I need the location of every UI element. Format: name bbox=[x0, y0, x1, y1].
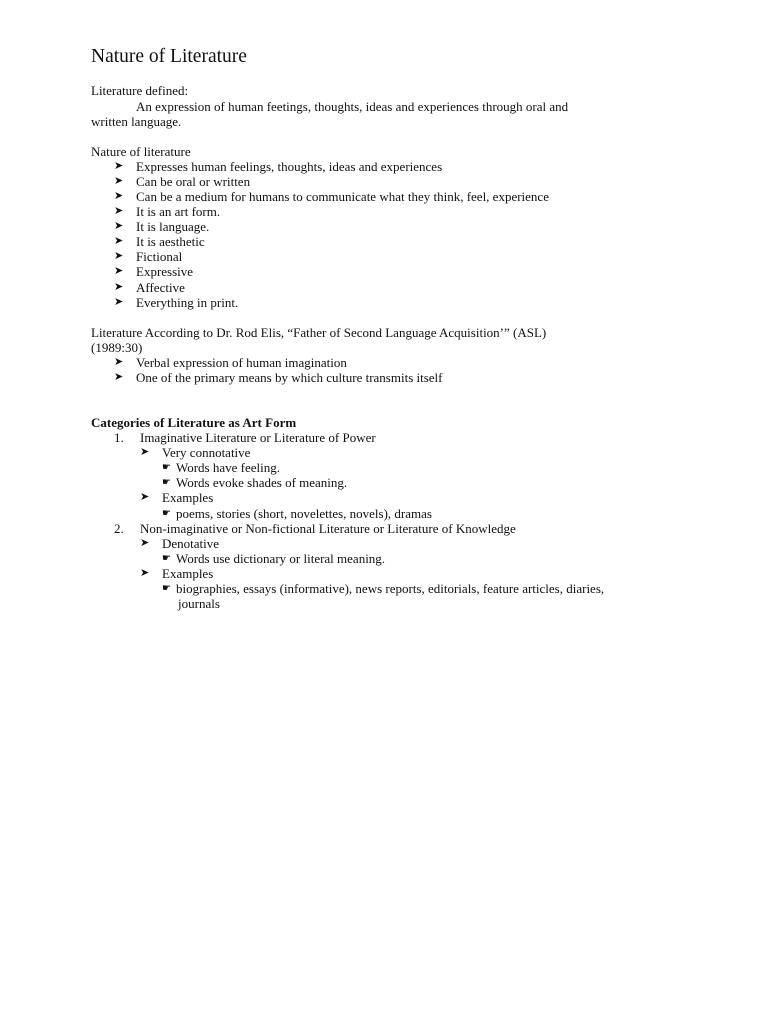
category-point: biographies, essays (informative), news reports, editorials, feature articles, diaries, bbox=[176, 581, 605, 596]
nature-item: Expresses human feelings, thoughts, ideas and experiences bbox=[136, 159, 443, 174]
nature-heading: Nature of literature bbox=[91, 144, 191, 159]
arrow-bullet-icon: ➤ bbox=[114, 175, 124, 187]
category-subitem: Very connotative bbox=[162, 445, 251, 460]
category-title: Non-imaginative or Non-fictional Literature or Literature of Knowledge bbox=[140, 521, 516, 536]
category-point-continuation: journals bbox=[178, 596, 220, 611]
arrow-bullet-icon: ➤ bbox=[114, 356, 124, 368]
category-subitem: Examples bbox=[162, 566, 214, 581]
arrow-bullet-icon: ➤ bbox=[140, 491, 150, 503]
arrow-bullet-icon: ➤ bbox=[114, 250, 124, 262]
page-title: Nature of Literature bbox=[91, 46, 247, 67]
definition-heading: Literature defined: bbox=[91, 83, 189, 98]
nature-item: Affective bbox=[136, 280, 185, 295]
category-point: poems, stories (short, novelettes, novels), dramas bbox=[176, 506, 432, 521]
categories-heading: Categories of Literature as Art Form bbox=[91, 415, 297, 430]
arrow-bullet-icon: ➤ bbox=[114, 281, 124, 293]
category-number: 1. bbox=[114, 430, 124, 445]
according-line-1: Literature According to Dr. Rod Elis, “Father of Second Language Acquisition’” (ASL) bbox=[91, 325, 547, 340]
nature-item: It is aesthetic bbox=[136, 234, 205, 249]
pointing-hand-icon: ☛ bbox=[162, 462, 171, 473]
arrow-bullet-icon: ➤ bbox=[114, 220, 124, 232]
according-item: Verbal expression of human imagination bbox=[136, 355, 347, 370]
category-subitem: Examples bbox=[162, 490, 214, 505]
nature-item: Expressive bbox=[136, 264, 194, 279]
arrow-bullet-icon: ➤ bbox=[140, 537, 150, 549]
definition-line-1: An expression of human feetings, thoughts, ideas and experiences through oral and bbox=[136, 99, 569, 114]
category-subitem: Denotative bbox=[162, 536, 220, 551]
nature-item: Everything in print. bbox=[136, 295, 239, 310]
pointing-hand-icon: ☛ bbox=[162, 553, 171, 564]
category-title: Imaginative Literature or Literature of Power bbox=[140, 430, 376, 445]
category-number: 2. bbox=[114, 521, 124, 536]
category-point: Words evoke shades of meaning. bbox=[176, 475, 348, 490]
according-line-2: (1989:30) bbox=[91, 340, 143, 355]
arrow-bullet-icon: ➤ bbox=[114, 160, 124, 172]
nature-item: Can be oral or written bbox=[136, 174, 251, 189]
arrow-bullet-icon: ➤ bbox=[114, 205, 124, 217]
nature-item: It is language. bbox=[136, 219, 210, 234]
category-point: Words use dictionary or literal meaning. bbox=[176, 551, 386, 566]
nature-item: Can be a medium for humans to communicate what they think, feel, experience bbox=[136, 189, 549, 204]
arrow-bullet-icon: ➤ bbox=[114, 190, 124, 202]
nature-item: It is an art form. bbox=[136, 204, 221, 219]
pointing-hand-icon: ☛ bbox=[162, 583, 171, 594]
arrow-bullet-icon: ➤ bbox=[140, 567, 150, 579]
pointing-hand-icon: ☛ bbox=[162, 508, 171, 519]
category-point: Words have feeling. bbox=[176, 460, 280, 475]
arrow-bullet-icon: ➤ bbox=[114, 371, 124, 383]
according-item: One of the primary means by which culture transmits itself bbox=[136, 370, 443, 385]
pointing-hand-icon: ☛ bbox=[162, 477, 171, 488]
definition-line-2: written language. bbox=[91, 114, 182, 129]
arrow-bullet-icon: ➤ bbox=[114, 265, 124, 277]
arrow-bullet-icon: ➤ bbox=[114, 235, 124, 247]
nature-item: Fictional bbox=[136, 249, 183, 264]
arrow-bullet-icon: ➤ bbox=[140, 446, 150, 458]
arrow-bullet-icon: ➤ bbox=[114, 296, 124, 308]
